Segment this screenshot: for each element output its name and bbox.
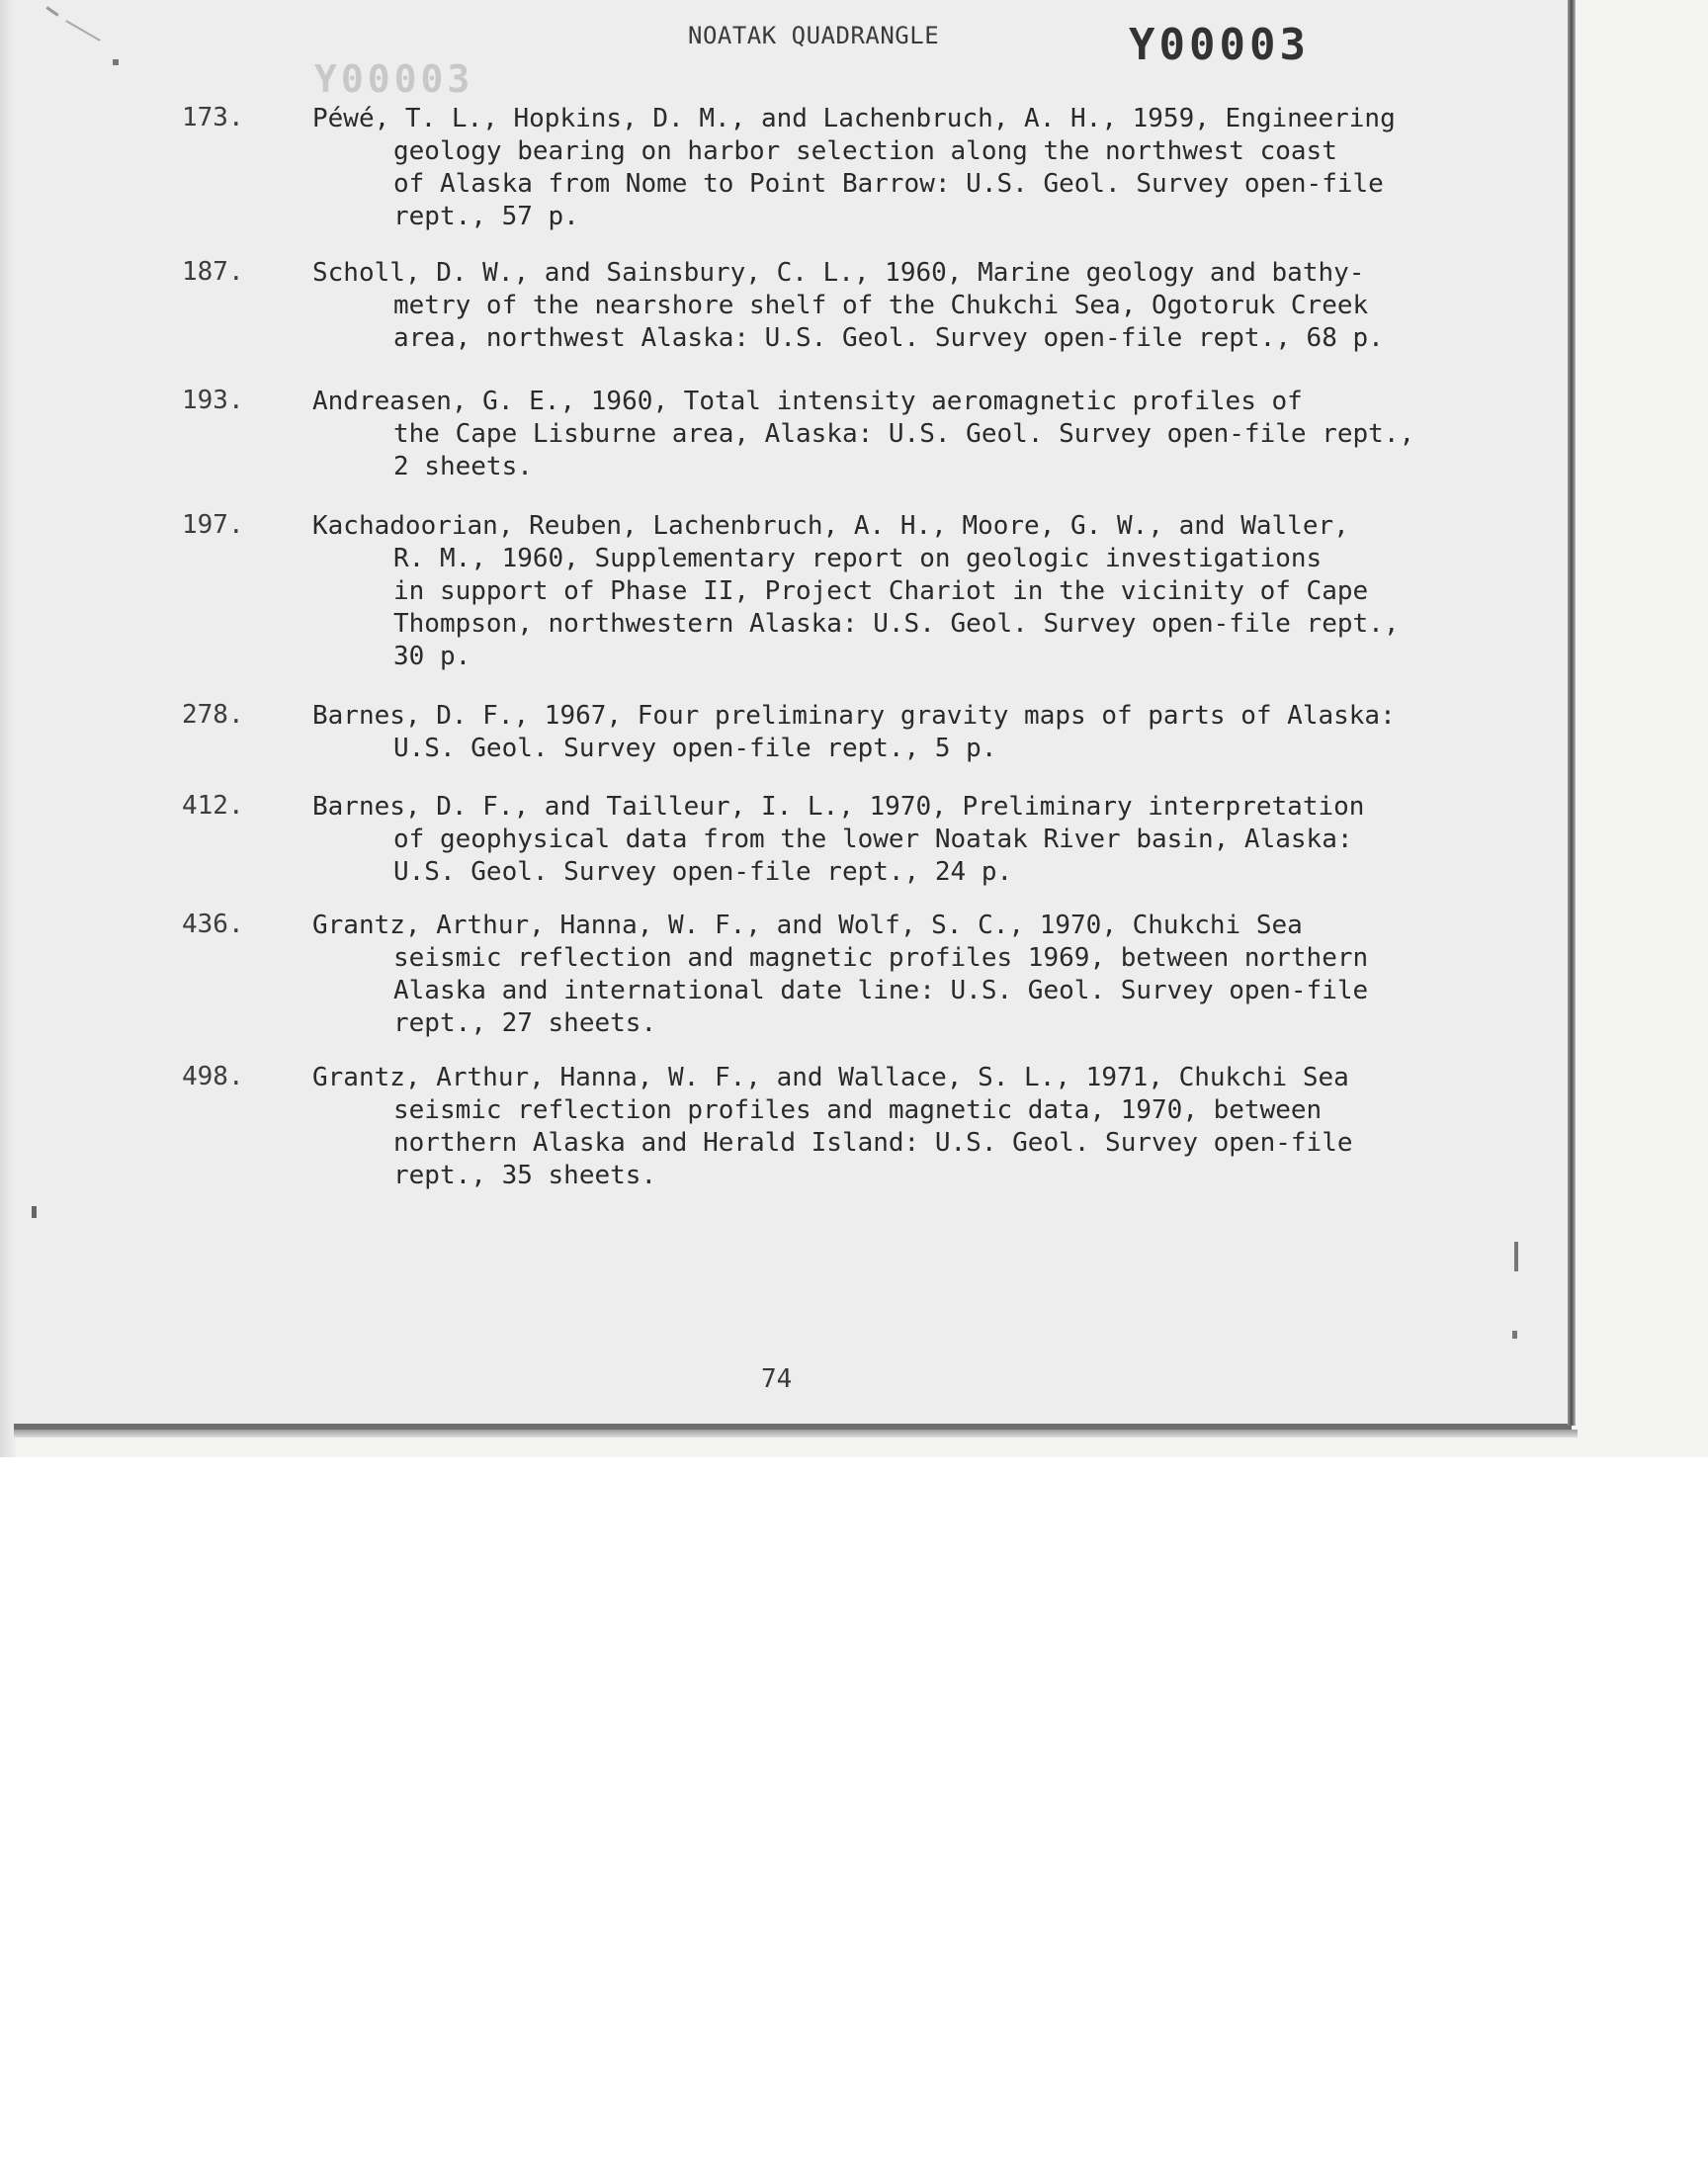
citation-line: 2 sheets. [393, 452, 533, 481]
citation-line: Alaska and international date line: U.S. Geol. Survey open-file [393, 976, 1369, 1005]
citation-line: U.S. Geol. Survey open-file rept., 24 p. [393, 857, 1013, 887]
citation-line: seismic reflection and magnetic profiles 1969, between northern [393, 943, 1369, 973]
citation-line: 30 p. [393, 642, 471, 671]
entry-citation [312, 1062, 1475, 1192]
entry-number: 498. [182, 1062, 244, 1091]
citation-line: of Alaska from Nome to Point Barrow: U.S. Geol. Survey open-file [393, 169, 1384, 199]
citation-line: rept., 35 sheets. [393, 1161, 657, 1190]
entry-number: 278. [182, 700, 244, 730]
citation-line: seismic reflection profiles and magnetic data, 1970, between [393, 1095, 1323, 1125]
entry-number: 187. [182, 257, 244, 287]
document-number-stamp: Y00003 [1129, 20, 1310, 70]
citation-line: the Cape Lisburne area, Alaska: U.S. Geol. Survey open-file rept., [393, 419, 1415, 449]
citation-line: Barnes, D. F., and Tailleur, I. L., 1970, Preliminary interpretation [312, 792, 1365, 822]
entry-number: 173. [182, 103, 244, 132]
citation-line: Barnes, D. F., 1967, Four preliminary gravity maps of parts of Alaska: [312, 701, 1396, 731]
citation-line: in support of Phase II, Project Chariot in the vicinity of Cape [393, 576, 1369, 606]
citation-line: metry of the nearshore shelf of the Chukchi Sea, Ogotoruk Creek [393, 291, 1369, 320]
citation-line: rept., 27 sheets. [393, 1008, 657, 1038]
citation-line: Grantz, Arthur, Hanna, W. F., and Wolf, S. C., 1970, Chukchi Sea [312, 911, 1303, 940]
entry-citation [312, 910, 1475, 1040]
card-bottom-shade [14, 1430, 1578, 1437]
scan-speck [1512, 1331, 1517, 1339]
citation-line: Kachadoorian, Reuben, Lachenbruch, A. H., Moore, G. W., and Waller, [312, 511, 1349, 541]
entry-citation [312, 791, 1475, 889]
entry-citation [312, 257, 1475, 355]
entry-citation [312, 103, 1475, 233]
citation-line: Andreasen, G. E., 1960, Total intensity aeromagnetic profiles of [312, 387, 1303, 416]
scan-speck [32, 1206, 37, 1218]
card-right-edge [1568, 0, 1576, 1426]
entry-number: 436. [182, 910, 244, 939]
entry-citation [312, 510, 1475, 673]
entry-citation [312, 386, 1475, 483]
scan-speck [1514, 1242, 1518, 1271]
document-number-offset-print: Y00003 [314, 57, 474, 101]
citation-line: Péwé, T. L., Hopkins, D. M., and Lachenbruch, A. H., 1959, Engineering [312, 104, 1396, 133]
entry-number: 193. [182, 386, 244, 415]
citation-line: geology bearing on harbor selection along the northwest coast [393, 136, 1337, 166]
citation-line: of geophysical data from the lower Noatak River basin, Alaska: [393, 825, 1353, 854]
entry-number: 412. [182, 791, 244, 821]
citation-line: Grantz, Arthur, Hanna, W. F., and Wallace, S. L., 1971, Chukchi Sea [312, 1063, 1349, 1092]
citation-line: Scholl, D. W., and Sainsbury, C. L., 1960, Marine geology and bathy- [312, 258, 1365, 288]
entry-citation [312, 700, 1475, 765]
citation-line: rept., 57 p. [393, 202, 579, 231]
citation-line: area, northwest Alaska: U.S. Geol. Survey open-file rept., 68 p. [393, 323, 1384, 353]
page-number: 74 [761, 1364, 793, 1394]
scan-speck [113, 59, 119, 65]
citation-line: Thompson, northwestern Alaska: U.S. Geol. Survey open-file rept., [393, 609, 1400, 639]
entry-number: 197. [182, 510, 244, 540]
page-title: NOATAK QUADRANGLE [688, 22, 940, 49]
citation-line: R. M., 1960, Supplementary report on geologic investigations [393, 544, 1323, 573]
citation-line: northern Alaska and Herald Island: U.S. Geol. Survey open-file [393, 1128, 1353, 1158]
citation-line: U.S. Geol. Survey open-file rept., 5 p. [393, 734, 997, 763]
